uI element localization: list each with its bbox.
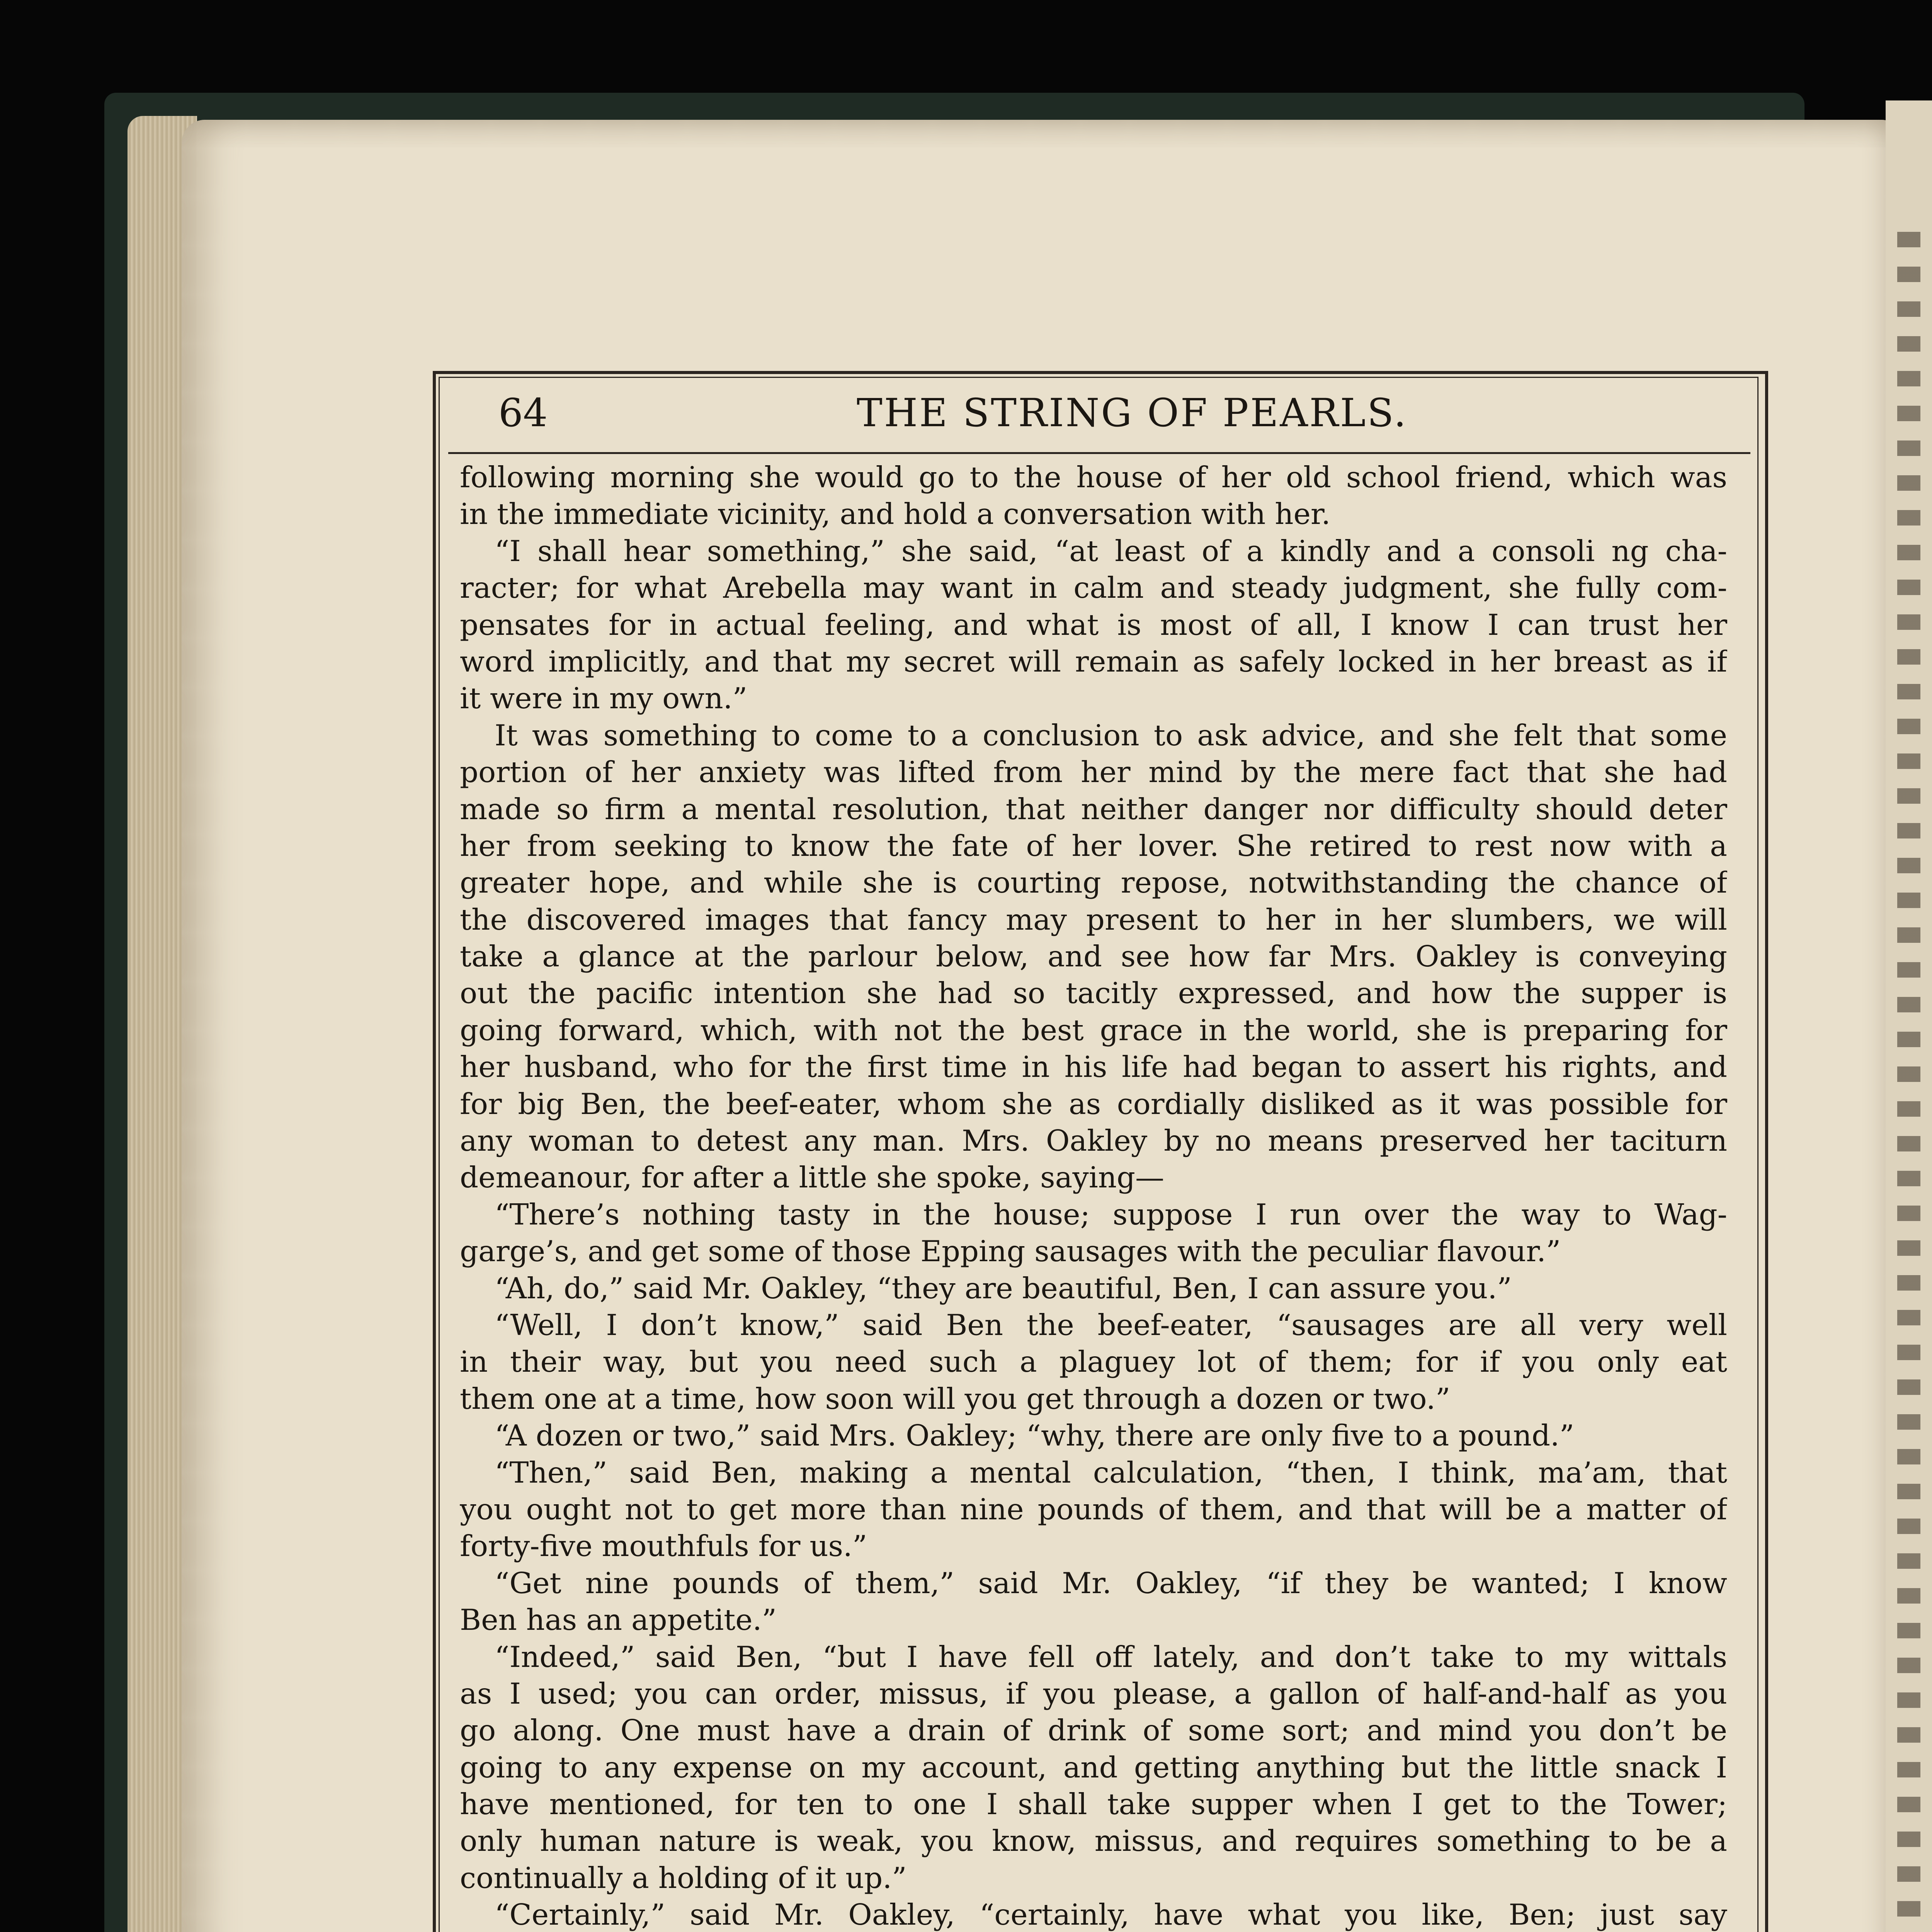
text-line: take a glance at the parlour below, and see how far Mrs. Oakley is conveying	[460, 939, 1727, 974]
text-line: going forward, which, with not the best grace in the world, she is preparing for	[460, 1013, 1727, 1047]
text-line: only human nature is weak, you know, missus, and requires something to be a	[460, 1824, 1727, 1858]
text-line: garge’s, and get some of those Epping sausages with the peculiar flavour.”	[460, 1234, 1561, 1269]
text-line: her from seeking to know the fate of her lover. She retired to rest now with a	[460, 828, 1727, 863]
facing-page-print	[1897, 232, 1920, 1932]
text-line: her husband, who for the first time in his life had began to assert his rights, and	[460, 1050, 1727, 1084]
text-line: for big Ben, the beef-eater, whom she as cordially disliked as it was possible for	[460, 1087, 1727, 1121]
text-line: demeanour, for after a little she spoke, saying—	[460, 1160, 1165, 1195]
text-line: have mentioned, for ten to one I shall take supper when I get to the Tower;	[460, 1787, 1727, 1821]
text-line: racter; for what Arebella may want in calm and steady judgment, she fully com-	[460, 571, 1727, 605]
text-line: it were in my own.”	[460, 681, 747, 716]
text-line: “Indeed,” said Ben, “but I have fell off lately, and don’t take to my wittals	[495, 1639, 1727, 1674]
text-line: “Get nine pounds of them,” said Mr. Oakley, “if they be wanted; I know	[495, 1566, 1727, 1600]
text-line: out the pacific intention she had so tacitly expressed, and how the supper is	[460, 976, 1727, 1010]
text-line: greater hope, and while she is courting repose, notwithstanding the chance of	[460, 866, 1727, 900]
text-line: continually a holding of it up.”	[460, 1861, 907, 1895]
text-line: as I used; you can order, missus, if you please, a gallon of half-and-half as you	[460, 1676, 1727, 1711]
text-line: in the immediate vicinity, and hold a conversation with her.	[460, 497, 1331, 531]
text-line: “There’s nothing tasty in the house; suppose I run over the way to Wag-	[495, 1197, 1727, 1231]
text-line: It was something to come to a conclusion to ask advice, and she felt that some	[495, 718, 1727, 752]
body-text	[460, 459, 1727, 1932]
page-number: 64	[498, 390, 548, 435]
text-line: following morning she would go to the house of her old school friend, which was	[460, 460, 1727, 494]
text-line: pensates for in actual feeling, and what is most of all, I know I can trust her	[460, 607, 1727, 642]
text-line: made so firm a mental resolution, that neither danger nor difficulty should deter	[460, 792, 1727, 826]
text-line: the discovered images that fancy may present to her in her slumbers, we will	[460, 902, 1727, 937]
text-line: in their way, but you need such a plaguey lot of them; for if you only eat	[460, 1345, 1727, 1379]
text-line: portion of her anxiety was lifted from her mind by the mere fact that she had	[460, 755, 1727, 789]
text-line: “Then,” said Ben, making a mental calculation, “then, I think, ma’am, that	[495, 1455, 1727, 1490]
text-line: go along. One must have a drain of drink of some sort; and mind you don’t be	[460, 1713, 1727, 1748]
text-line: “Well, I don’t know,” said Ben the beef-eater, “sausages are all very well	[495, 1308, 1727, 1342]
text-line: Ben has an appetite.”	[460, 1603, 777, 1637]
text-line: word implicitly, and that my secret will remain as safely locked in her breast as if	[460, 644, 1727, 679]
header-rule	[448, 452, 1750, 454]
text-line: forty-five mouthfuls for us.”	[460, 1529, 867, 1563]
running-title: THE STRING OF PEARLS.	[857, 390, 1408, 435]
text-line: you ought not to get more than nine pounds of them, and that will be a matter of	[460, 1492, 1727, 1526]
text-line: “Ah, do,” said Mr. Oakley, “they are beautiful, Ben, I can assure you.”	[495, 1271, 1512, 1305]
text-line: going to any expense on my account, and getting anything but the little snack I	[460, 1750, 1727, 1784]
text-line: any woman to detest any man. Mrs. Oakley by no means preserved her taciturn	[460, 1124, 1727, 1158]
text-line: them one at a time, how soon will you get through a dozen or two.”	[460, 1381, 1451, 1416]
text-line: “Certainly,” said Mr. Oakley, “certainly, have what you like, Ben; just say	[495, 1898, 1727, 1932]
text-line: “I shall hear something,” she said, “at least of a kindly and a consoli ng cha-	[495, 534, 1727, 568]
text-line: “A dozen or two,” said Mrs. Oakley; “why, there are only five to a pound.”	[495, 1418, 1575, 1453]
